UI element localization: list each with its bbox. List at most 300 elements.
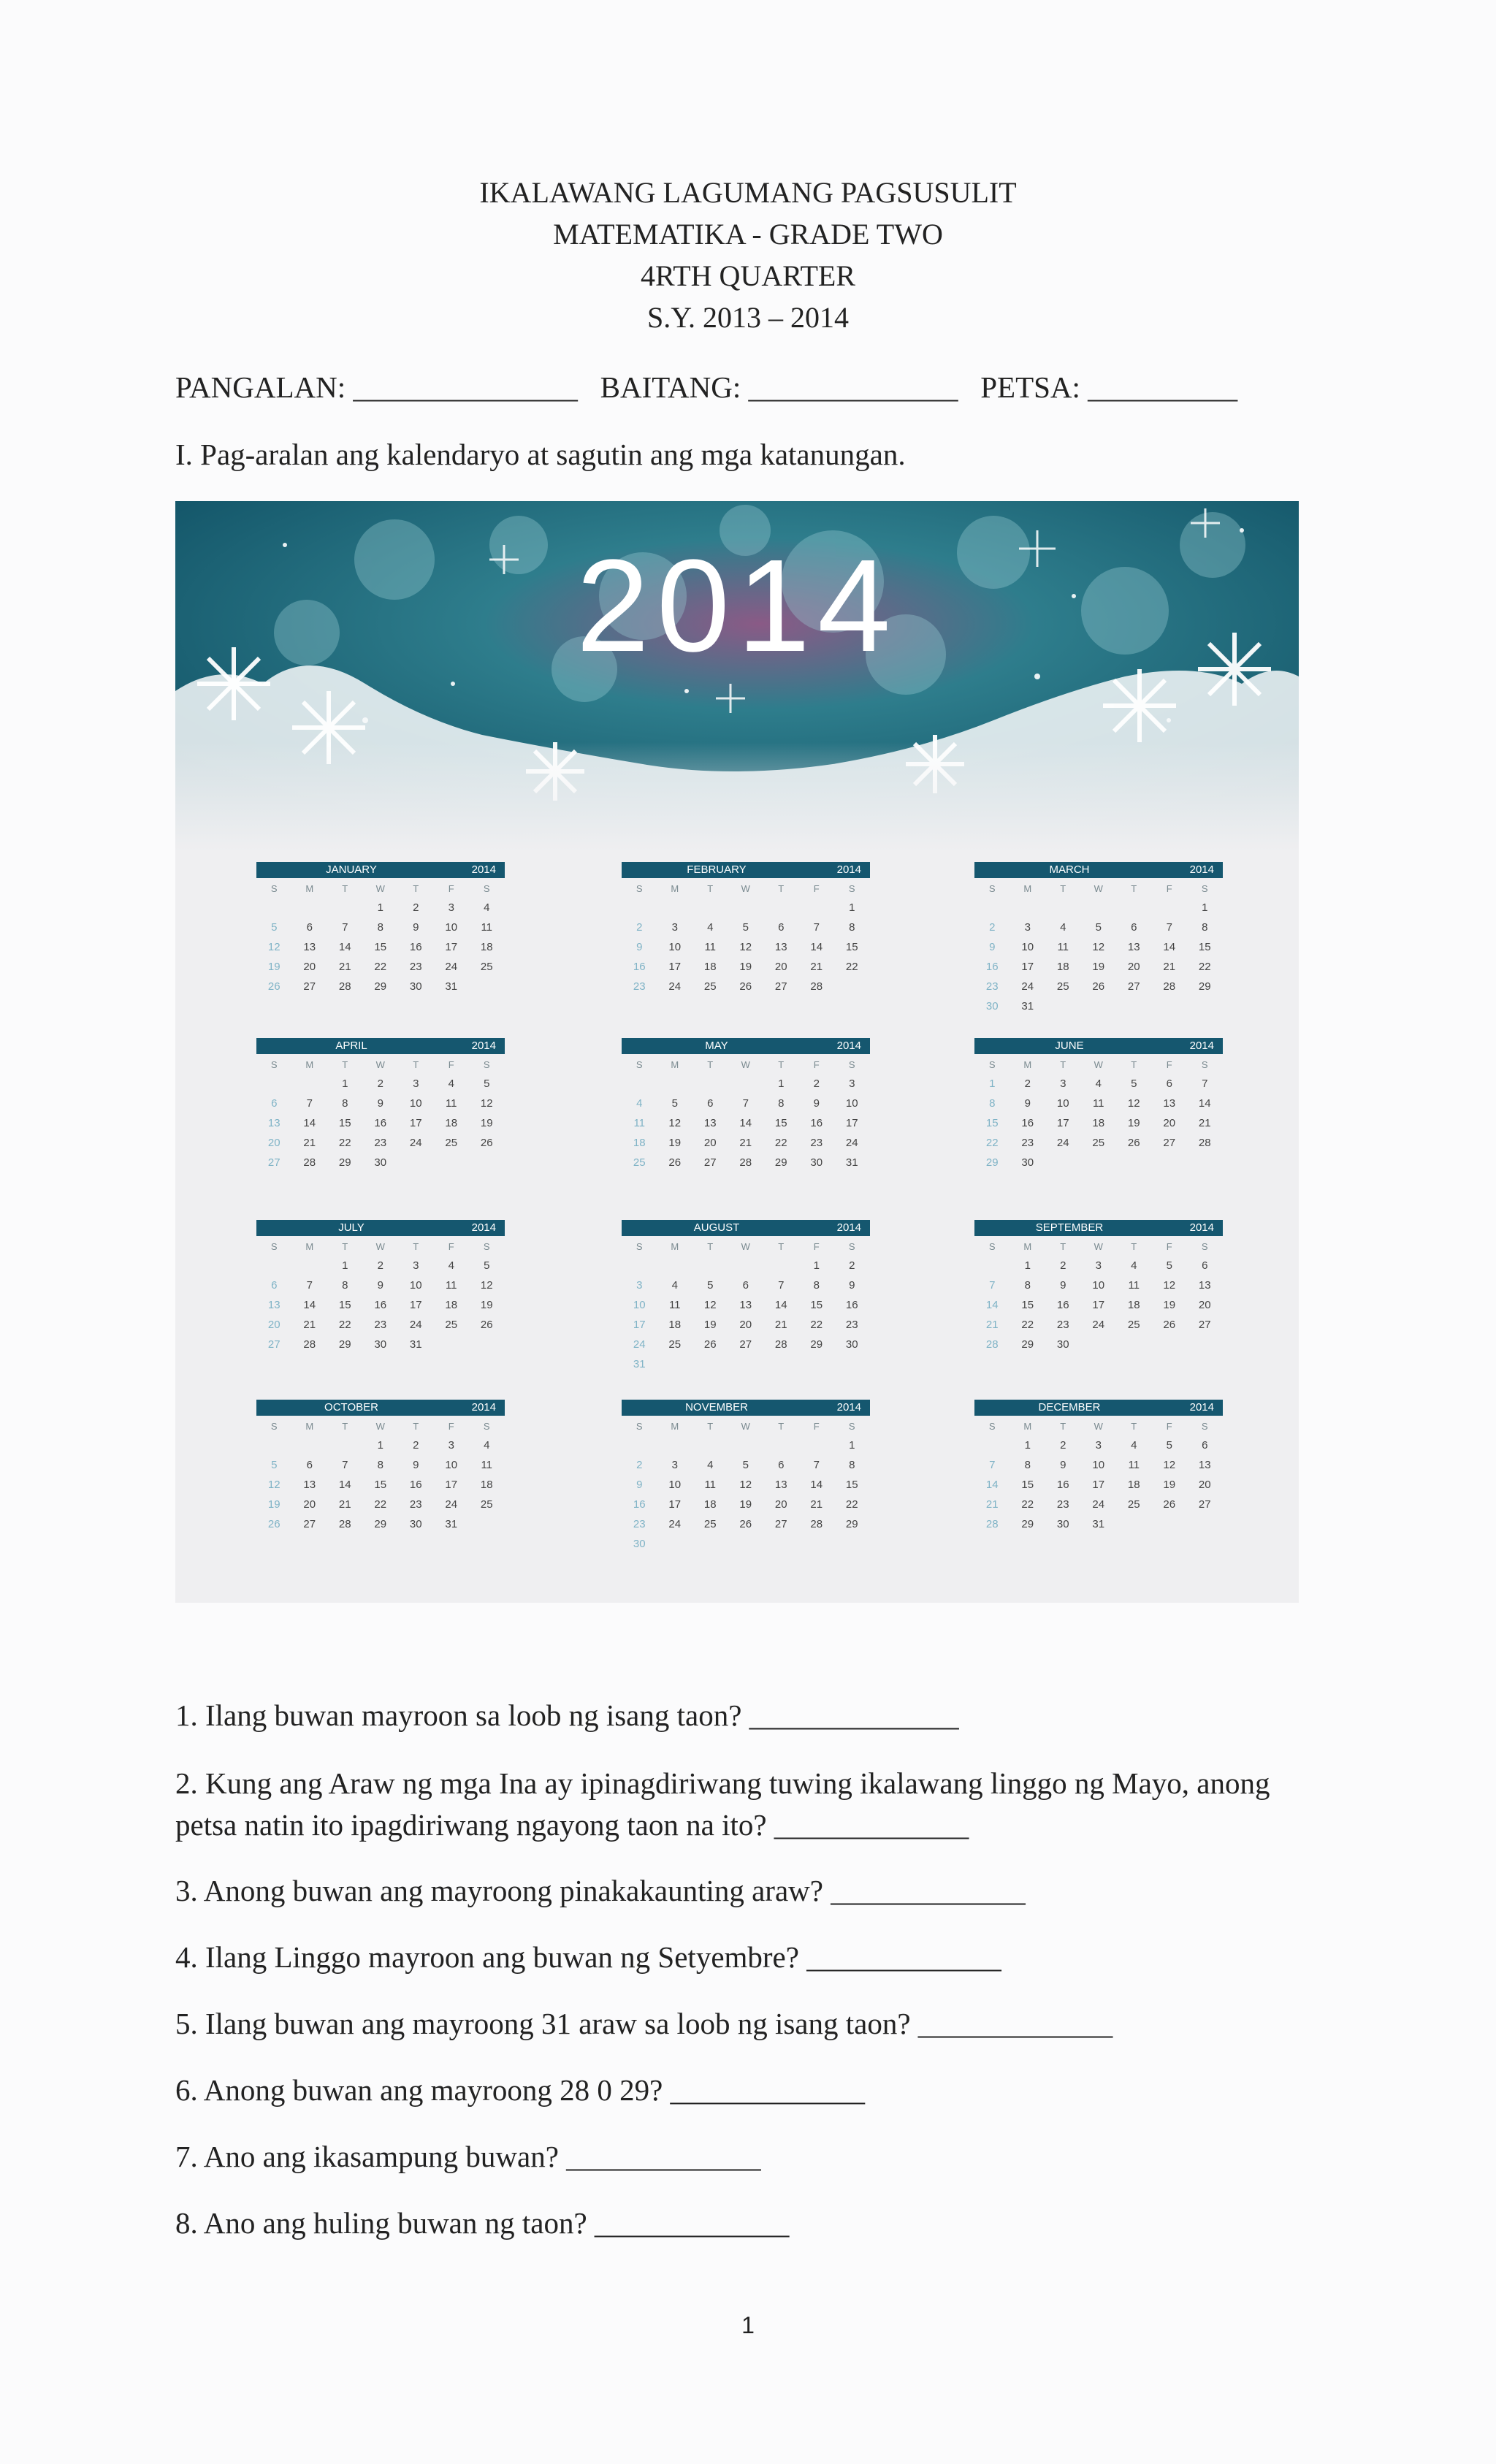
empty-day-cell (1116, 898, 1152, 918)
day-cell: 23 (374, 1319, 387, 1331)
day-cell: 21 (303, 1137, 316, 1149)
weekday-label: W (375, 883, 385, 894)
weekday-label: S (636, 1421, 643, 1432)
day-cell: 18 (668, 1319, 682, 1331)
day-cell: 25 (703, 1518, 717, 1530)
day-cell: 27 (1198, 1498, 1211, 1511)
day-cell: 19 (1163, 1479, 1176, 1491)
day-cell: 24 (845, 1137, 858, 1149)
weekday-label: M (671, 1241, 679, 1252)
day-cell: 21 (985, 1319, 999, 1331)
weekday-label: F (1166, 1059, 1172, 1070)
day-cell: 17 (409, 1299, 422, 1311)
day-cell: 11 (668, 1299, 681, 1311)
day-cell: 29 (338, 1156, 351, 1169)
weekday-label: S (988, 1241, 996, 1252)
month-name: JUNE (1055, 1040, 1084, 1052)
day-cell: 16 (845, 1299, 858, 1311)
weekday-label: F (813, 1241, 820, 1252)
day-cell: 13 (739, 1299, 752, 1311)
day-cell: 28 (810, 1518, 823, 1530)
day-cell: 12 (739, 941, 752, 953)
day-cell: 26 (1163, 1498, 1176, 1511)
day-cell: 7 (1166, 921, 1172, 934)
day-cell: 30 (1056, 1338, 1069, 1351)
month-header (256, 1038, 505, 1054)
weekday-label: T (1131, 883, 1137, 894)
day-cell: 4 (1095, 1077, 1102, 1090)
day-cell: 13 (774, 941, 787, 953)
weekday-label: S (636, 1059, 643, 1070)
day-cell: 5 (742, 1459, 749, 1471)
day-cell: 22 (374, 1498, 387, 1511)
day-cell: 28 (739, 1156, 752, 1169)
day-cell: 17 (445, 1479, 458, 1491)
day-cell: 31 (633, 1358, 646, 1370)
day-cell: 3 (448, 901, 454, 914)
day-cell: 4 (636, 1097, 643, 1110)
day-cell: 12 (668, 1117, 682, 1129)
day-cell: 22 (374, 961, 387, 973)
day-cell: 5 (742, 921, 749, 934)
month-year: 2014 (836, 1401, 861, 1414)
day-cell: 24 (409, 1319, 422, 1331)
day-cell: 15 (1198, 941, 1211, 953)
day-cell: 2 (413, 1439, 419, 1452)
day-cell: 25 (1127, 1498, 1140, 1511)
weekday-label: T (707, 1421, 714, 1432)
page-number: 1 (741, 2312, 755, 2338)
day-cell: 1 (849, 1439, 855, 1452)
weekday-label: M (671, 1421, 679, 1432)
weekday-label: S (848, 883, 855, 894)
day-cell: 2 (1060, 1439, 1066, 1452)
weekday-label: S (988, 883, 996, 894)
day-cell: 27 (267, 1156, 280, 1169)
day-cell: 16 (374, 1117, 387, 1129)
empty-day-cell (622, 1435, 657, 1455)
day-cell: 4 (707, 921, 714, 934)
day-cell: 4 (484, 901, 490, 914)
weekday-label: S (1201, 1241, 1208, 1252)
day-cell: 19 (1092, 961, 1105, 973)
day-cell: 8 (342, 1279, 348, 1292)
day-cell: 15 (845, 941, 858, 953)
month-year: 2014 (1189, 1040, 1214, 1052)
day-cell: 20 (1163, 1117, 1176, 1129)
day-cell: 25 (445, 1137, 458, 1149)
day-cell: 31 (445, 980, 458, 993)
month-april (256, 1038, 505, 1172)
day-cell: 17 (633, 1319, 646, 1331)
month-day-grid (622, 1237, 870, 1374)
month-header (622, 862, 870, 878)
day-cell: 26 (1127, 1137, 1140, 1149)
day-cell: 9 (1060, 1279, 1066, 1292)
weekday-label: F (1166, 1241, 1172, 1252)
day-cell: 18 (1056, 961, 1069, 973)
weekday-label: S (636, 1241, 643, 1252)
day-cell: 20 (303, 1498, 316, 1511)
day-cell: 1 (778, 1077, 785, 1090)
month-name: SEPTEMBER (1035, 1221, 1104, 1234)
day-cell: 3 (1024, 921, 1031, 934)
day-cell: 21 (985, 1498, 999, 1511)
day-cell: 27 (1198, 1319, 1211, 1331)
month-header (622, 1400, 870, 1416)
day-cell: 11 (633, 1117, 646, 1129)
day-cell: 27 (1163, 1137, 1176, 1149)
empty-day-cell (692, 898, 728, 918)
day-cell: 3 (413, 1259, 419, 1272)
month-year: 2014 (1189, 863, 1214, 876)
day-cell: 7 (989, 1459, 996, 1471)
month-july (256, 1220, 505, 1354)
day-cell: 9 (377, 1279, 383, 1292)
name-field[interactable]: PANGALAN: _______________ (175, 370, 578, 404)
weekday-label: T (707, 1241, 714, 1252)
day-cell: 4 (707, 1459, 714, 1471)
empty-day-cell (292, 1256, 328, 1275)
day-cell: 21 (303, 1319, 316, 1331)
day-cell: 1 (1024, 1439, 1031, 1452)
day-cell: 12 (739, 1479, 752, 1491)
day-cell: 12 (267, 1479, 280, 1491)
day-cell: 24 (1092, 1498, 1105, 1511)
weekday-label: M (305, 1421, 314, 1432)
day-cell: 4 (1131, 1259, 1137, 1272)
day-cell: 15 (338, 1117, 351, 1129)
weekday-label: T (778, 1059, 785, 1070)
day-cell: 17 (1092, 1479, 1105, 1491)
title-line-1: IKALAWANG LAGUMANG PAGSUSULIT (479, 176, 1017, 209)
empty-day-cell (657, 1074, 693, 1094)
day-cell: 11 (1128, 1279, 1140, 1292)
empty-day-cell (622, 1074, 657, 1094)
day-cell: 24 (668, 1518, 682, 1530)
empty-day-cell (728, 1256, 764, 1275)
day-cell: 16 (810, 1117, 823, 1129)
day-cell: 1 (1202, 901, 1208, 914)
month-name: JANUARY (326, 863, 377, 876)
weekday-label: S (988, 1421, 996, 1432)
month-day-grid (256, 1417, 505, 1534)
weekday-label: S (1201, 1059, 1208, 1070)
weekday-label: F (1166, 1421, 1172, 1432)
day-cell: 6 (271, 1279, 278, 1292)
day-cell: 19 (480, 1117, 493, 1129)
day-cell: 12 (1163, 1279, 1176, 1292)
weekday-label: M (1023, 1421, 1032, 1432)
month-year: 2014 (471, 1221, 496, 1234)
weekday-label: S (1201, 883, 1208, 894)
day-cell: 7 (342, 1459, 348, 1471)
weekday-label: W (1094, 1421, 1103, 1432)
weekday-label: T (1131, 1421, 1137, 1432)
day-cell: 11 (481, 921, 493, 934)
day-cell: 29 (374, 980, 387, 993)
weekday-label: T (413, 1421, 419, 1432)
month-march (974, 862, 1223, 1016)
day-cell: 23 (985, 980, 999, 993)
day-cell: 20 (1127, 961, 1140, 973)
empty-day-cell (327, 898, 363, 918)
day-cell: 18 (703, 961, 717, 973)
month-november (622, 1400, 870, 1554)
day-cell: 2 (1024, 1077, 1031, 1090)
day-cell: 12 (267, 941, 280, 953)
day-cell: 26 (703, 1338, 717, 1351)
weekday-label: T (1060, 883, 1066, 894)
day-cell: 24 (1021, 980, 1034, 993)
day-cell: 4 (1060, 921, 1066, 934)
day-cell: 24 (1056, 1137, 1069, 1149)
day-cell: 17 (1056, 1117, 1069, 1129)
day-cell: 3 (1060, 1077, 1066, 1090)
day-cell: 6 (271, 1097, 278, 1110)
day-cell: 30 (374, 1338, 387, 1351)
day-cell: 25 (1127, 1319, 1140, 1331)
month-day-grid (974, 1417, 1223, 1534)
month-header (256, 862, 505, 878)
month-day-grid (622, 880, 870, 996)
day-cell: 1 (1024, 1259, 1031, 1272)
day-cell: 13 (303, 1479, 316, 1491)
day-cell: 11 (704, 1479, 717, 1491)
empty-day-cell (974, 1435, 1010, 1455)
day-cell: 25 (633, 1156, 646, 1169)
day-cell: 1 (342, 1259, 348, 1272)
weekday-label: T (778, 883, 785, 894)
day-cell: 26 (1092, 980, 1105, 993)
title-line-3: 4RTH QUARTER (640, 259, 856, 292)
calendar-banner (175, 501, 1299, 852)
day-cell: 9 (413, 921, 419, 934)
weekday-label: S (270, 1241, 278, 1252)
day-cell: 12 (703, 1299, 717, 1311)
day-cell: 3 (1095, 1259, 1102, 1272)
day-cell: 26 (739, 1518, 752, 1530)
day-cell: 7 (1202, 1077, 1208, 1090)
month-name: AUGUST (693, 1221, 740, 1234)
weekday-label: S (1201, 1421, 1208, 1432)
day-cell: 7 (778, 1279, 785, 1292)
day-cell: 21 (739, 1137, 752, 1149)
day-cell: 20 (703, 1137, 717, 1149)
empty-day-cell (1010, 898, 1046, 918)
month-name: MAY (705, 1040, 728, 1052)
day-cell: 14 (1198, 1097, 1211, 1110)
grade-field[interactable]: BAITANG: ______________ (600, 370, 958, 404)
day-cell: 11 (704, 941, 717, 953)
day-cell: 20 (774, 1498, 787, 1511)
day-cell: 30 (374, 1156, 387, 1169)
empty-day-cell (1152, 898, 1188, 918)
day-cell: 14 (338, 941, 351, 953)
month-day-grid (622, 1417, 870, 1554)
day-cell: 14 (1163, 941, 1176, 953)
day-cell: 29 (810, 1338, 823, 1351)
day-cell: 17 (845, 1117, 858, 1129)
empty-day-cell (799, 898, 835, 918)
day-cell: 9 (1060, 1459, 1066, 1471)
day-cell: 29 (1198, 980, 1211, 993)
weekday-label: M (671, 883, 679, 894)
weekday-label: S (848, 1421, 855, 1432)
day-cell: 1 (849, 901, 855, 914)
month-name: APRIL (335, 1040, 367, 1052)
empty-day-cell (657, 898, 693, 918)
day-cell: 2 (413, 901, 419, 914)
day-cell: 25 (1056, 980, 1069, 993)
empty-day-cell (974, 898, 1010, 918)
month-day-grid (974, 880, 1223, 1016)
empty-day-cell (657, 1435, 693, 1455)
day-cell: 21 (338, 961, 351, 973)
day-cell: 17 (1092, 1299, 1105, 1311)
student-info-fields (175, 370, 1237, 405)
weekday-label: T (778, 1421, 785, 1432)
weekday-label: S (483, 883, 490, 894)
day-cell: 28 (985, 1518, 999, 1530)
calendar-2014-image (175, 501, 1299, 1603)
weekday-label: S (270, 1059, 278, 1070)
date-field[interactable]: PETSA: __________ (980, 370, 1238, 404)
day-cell: 19 (480, 1299, 493, 1311)
day-cell: 1 (377, 1439, 383, 1452)
day-cell: 4 (448, 1077, 454, 1090)
day-cell: 19 (668, 1137, 682, 1149)
day-cell: 19 (1163, 1299, 1176, 1311)
day-cell: 10 (445, 921, 458, 934)
weekday-label: S (483, 1421, 490, 1432)
day-cell: 8 (1024, 1279, 1031, 1292)
day-cell: 18 (703, 1498, 717, 1511)
day-cell: 23 (633, 1518, 646, 1530)
empty-day-cell (256, 898, 292, 918)
weekday-label: S (483, 1059, 490, 1070)
month-header (974, 1038, 1223, 1054)
empty-day-cell (292, 1435, 328, 1455)
day-cell: 31 (445, 1518, 458, 1530)
day-cell: 19 (739, 1498, 752, 1511)
day-cell: 16 (374, 1299, 387, 1311)
day-cell: 7 (306, 1097, 313, 1110)
weekday-label: F (813, 1421, 820, 1432)
weekday-label: T (342, 1421, 348, 1432)
weekday-label: S (848, 1241, 855, 1252)
weekday-label: F (448, 1059, 454, 1070)
day-cell: 9 (1024, 1097, 1031, 1110)
day-cell: 13 (774, 1479, 787, 1491)
day-cell: 17 (409, 1117, 422, 1129)
day-cell: 20 (1198, 1299, 1211, 1311)
day-cell: 17 (668, 961, 682, 973)
day-cell: 16 (409, 1479, 422, 1491)
day-cell: 24 (445, 961, 458, 973)
empty-day-cell (256, 1435, 292, 1455)
day-cell: 9 (989, 941, 996, 953)
day-cell: 19 (267, 961, 280, 973)
day-cell: 8 (778, 1097, 785, 1110)
month-header (256, 1220, 505, 1236)
month-year: 2014 (471, 863, 496, 876)
day-cell: 2 (636, 1459, 643, 1471)
day-cell: 21 (1163, 961, 1176, 973)
day-cell: 10 (1092, 1279, 1105, 1292)
weekday-label: T (1060, 1421, 1066, 1432)
month-year: 2014 (1189, 1221, 1214, 1234)
day-cell: 16 (1056, 1479, 1069, 1491)
day-cell: 29 (845, 1518, 858, 1530)
empty-day-cell (622, 898, 657, 918)
weekday-label: W (375, 1059, 385, 1070)
day-cell: 23 (1021, 1137, 1034, 1149)
day-cell: 22 (845, 1498, 858, 1511)
day-cell: 25 (668, 1338, 682, 1351)
day-cell: 22 (338, 1319, 351, 1331)
weekday-label: M (305, 883, 314, 894)
day-cell: 11 (1128, 1459, 1140, 1471)
month-header (622, 1038, 870, 1054)
weekday-label: T (342, 1059, 348, 1070)
day-cell: 26 (1163, 1319, 1176, 1331)
weekday-label: T (413, 1059, 419, 1070)
day-cell: 3 (1095, 1439, 1102, 1452)
day-cell: 14 (774, 1299, 787, 1311)
day-cell: 16 (409, 941, 422, 953)
question-8: 8. Ano ang huling buwan ng taon? _____________ (175, 2206, 790, 2240)
empty-day-cell (763, 898, 799, 918)
day-cell: 8 (377, 1459, 383, 1471)
day-cell: 6 (1202, 1259, 1208, 1272)
day-cell: 19 (739, 961, 752, 973)
weekday-label: T (1060, 1059, 1066, 1070)
day-cell: 20 (739, 1319, 752, 1331)
month-year: 2014 (471, 1401, 496, 1414)
empty-day-cell (622, 1256, 657, 1275)
day-cell: 12 (480, 1097, 493, 1110)
day-cell: 3 (413, 1077, 419, 1090)
day-cell: 30 (1056, 1518, 1069, 1530)
day-cell: 13 (703, 1117, 717, 1129)
weekday-label: M (1023, 1241, 1032, 1252)
day-cell: 15 (338, 1299, 351, 1311)
weekday-label: F (448, 1421, 454, 1432)
day-cell: 14 (303, 1117, 316, 1129)
day-cell: 26 (267, 1518, 280, 1530)
day-cell: 10 (445, 1459, 458, 1471)
day-cell: 10 (1056, 1097, 1069, 1110)
question-5: 5. Ilang buwan ang mayroong 31 araw sa loob ng isang taon? _____________ (175, 2007, 1113, 2040)
empty-day-cell (763, 1435, 799, 1455)
month-day-grid (256, 880, 505, 996)
day-cell: 3 (636, 1279, 643, 1292)
day-cell: 31 (845, 1156, 858, 1169)
question-1: 1. Ilang buwan mayroon sa loob ng isang taon? ______________ (175, 1698, 959, 1732)
title-line-4: S.Y. 2013 – 2014 (647, 301, 849, 334)
day-cell: 13 (1198, 1279, 1211, 1292)
day-cell: 9 (377, 1097, 383, 1110)
question-2: 2. Kung ang Araw ng mga Ina ay ipinagdiriwang tuwing ikalawang linggo ng Mayo, anong petsa natin ito ipagdiriwang ngayong taon na ito? _____________ (175, 1766, 1270, 1842)
weekday-label: T (1131, 1059, 1137, 1070)
weekday-label: F (813, 883, 820, 894)
day-cell: 23 (845, 1319, 858, 1331)
month-december (974, 1400, 1223, 1534)
day-cell: 23 (633, 980, 646, 993)
month-header (974, 1400, 1223, 1416)
month-august (622, 1220, 870, 1374)
